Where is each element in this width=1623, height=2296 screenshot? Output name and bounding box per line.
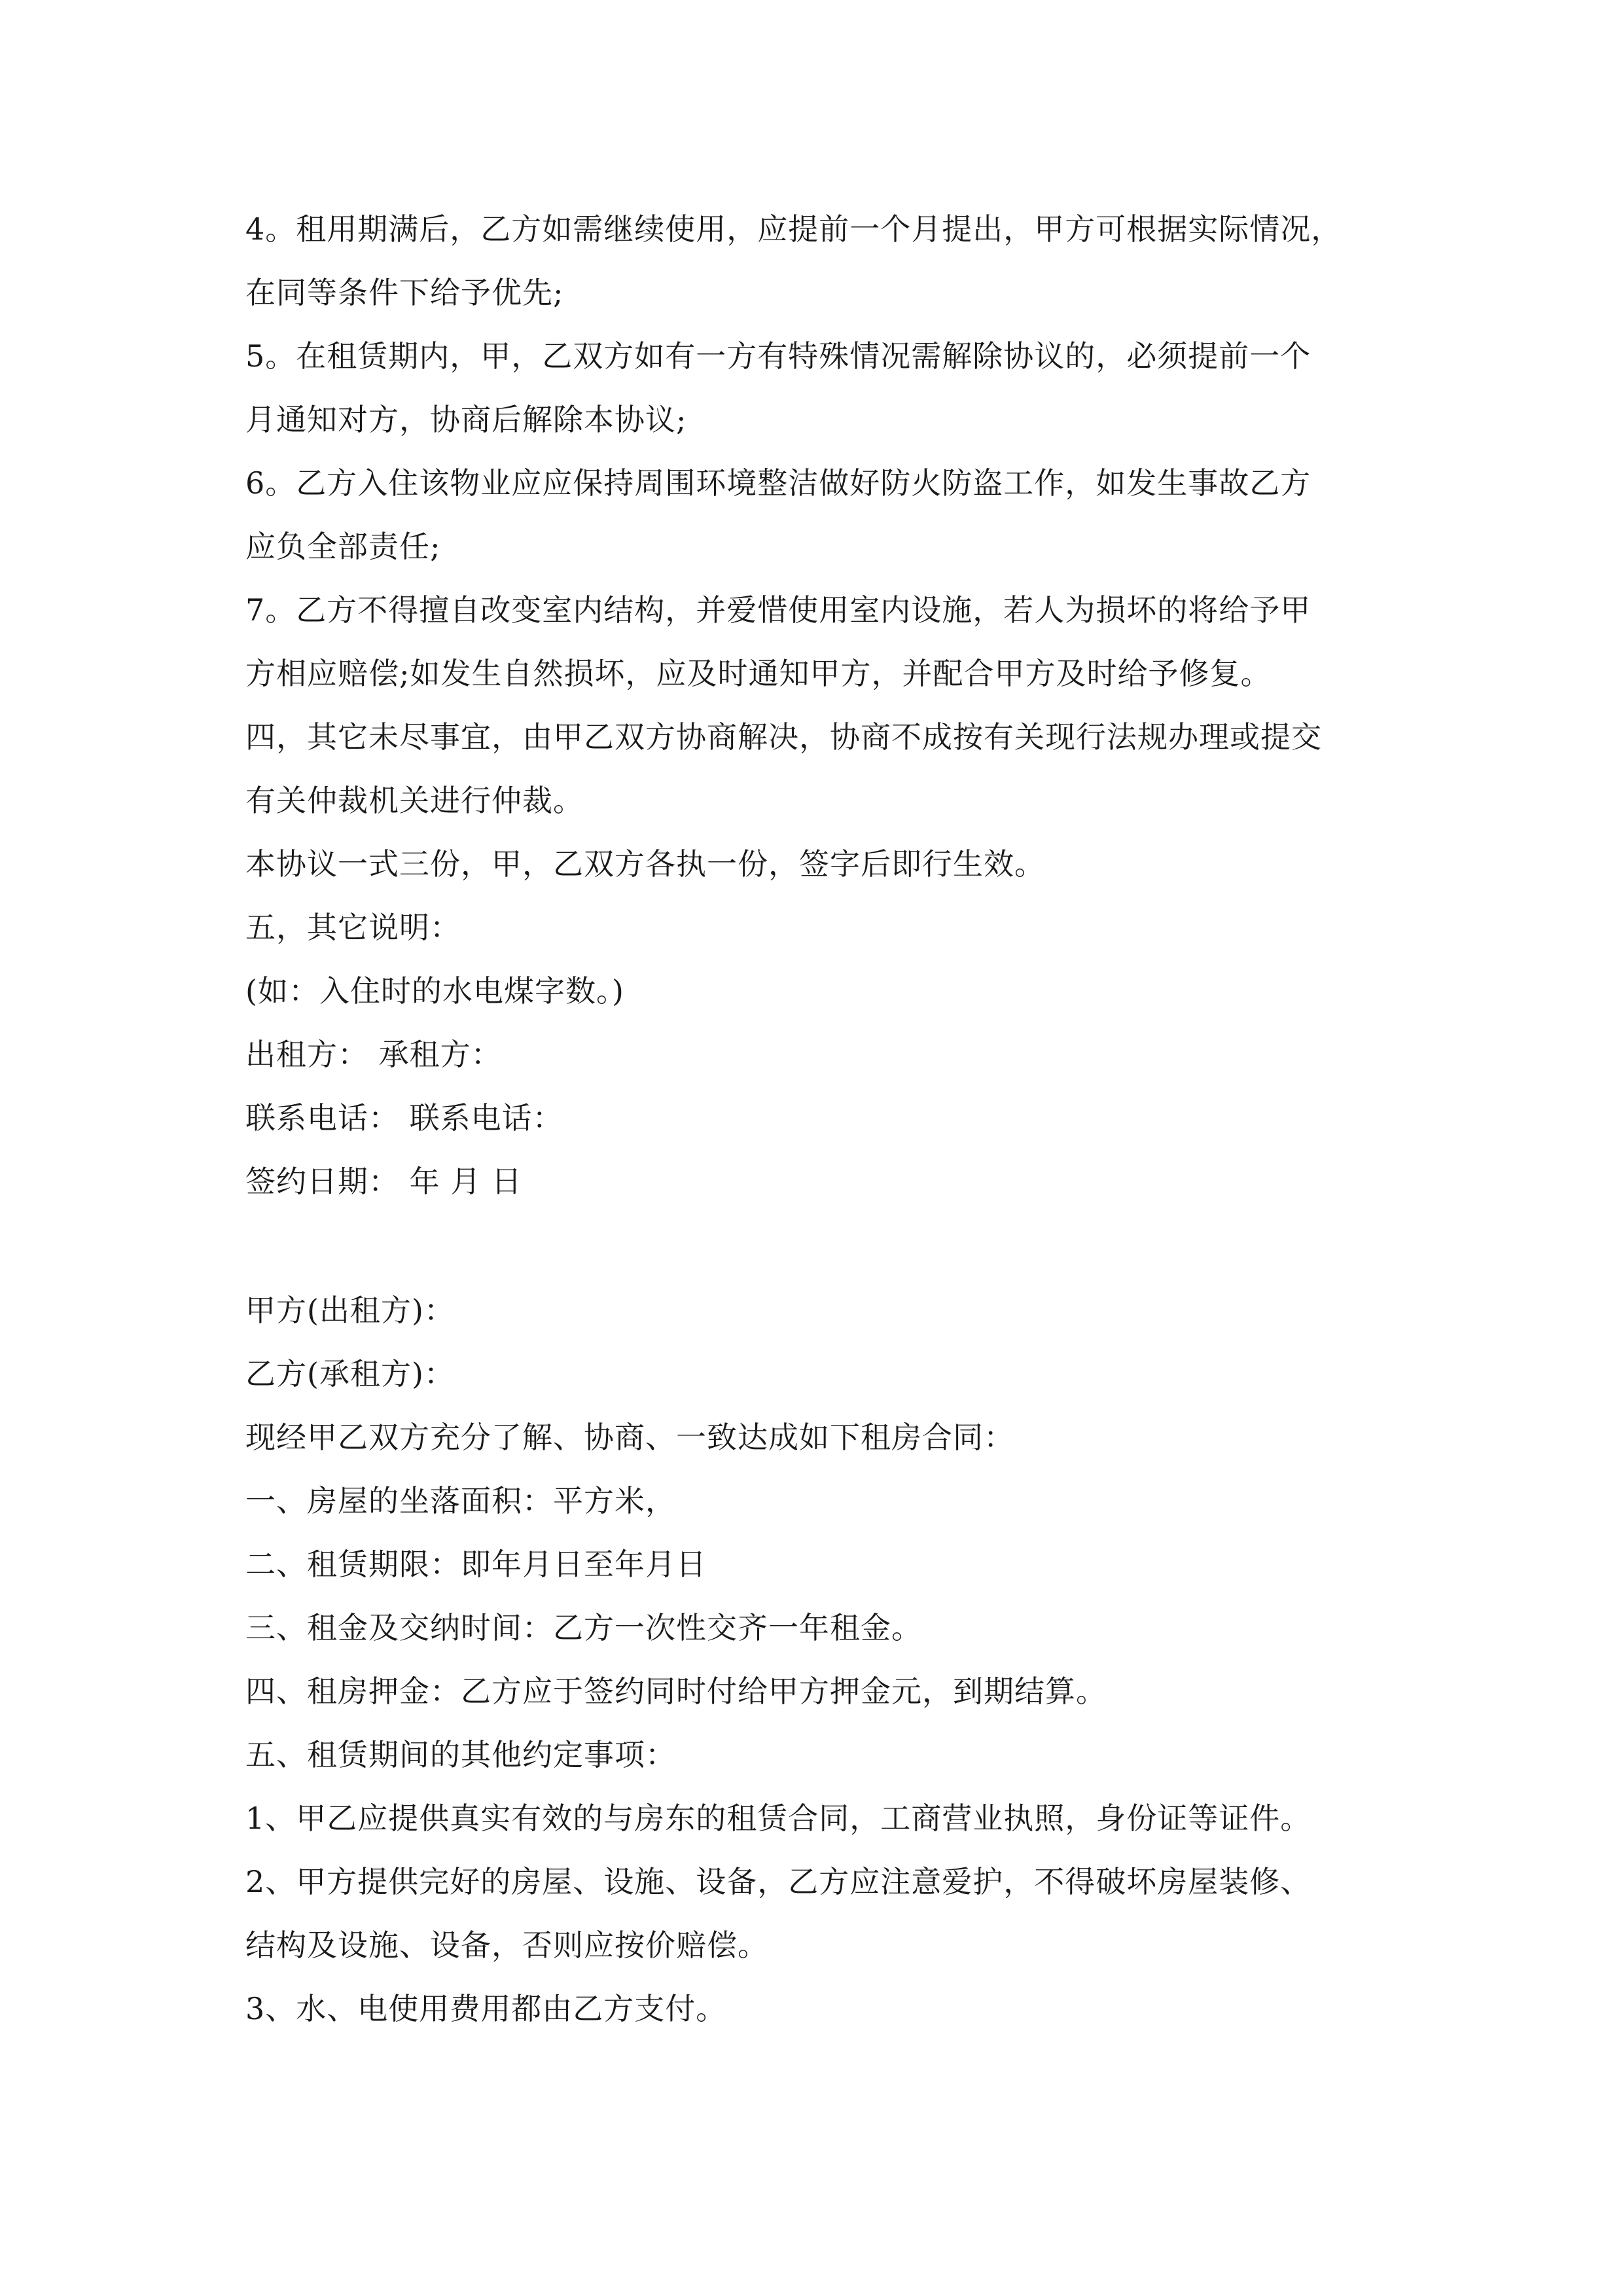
party-b-line: 乙方(承租方)： bbox=[245, 1356, 455, 1391]
section-4-line-2: 有关仲裁机关进行仲裁。 bbox=[245, 783, 584, 818]
clause-6-line-2: 应负全部责任; bbox=[245, 529, 441, 564]
sign-date-line: 签约日期： 年 月 日 bbox=[245, 1164, 522, 1199]
party-a-line: 甲方(出租方)： bbox=[245, 1293, 455, 1328]
item-3-line: 3、水、电使用费用都由乙方支付。 bbox=[245, 1991, 727, 2026]
clause-4-line-1: 4。租用期满后，乙方如需继续使用，应提前一个月提出，甲方可根据实际情况， bbox=[245, 211, 1342, 247]
phone-line: 联系电话： 联系电话： bbox=[245, 1100, 563, 1136]
term-1-area: 一、房屋的坐落面积：平方米， bbox=[245, 1483, 676, 1518]
clause-7-line-1: 7。乙方不得擅自改变室内结构，并爱惜使用室内设施，若人为损坏的将给予甲 bbox=[245, 592, 1311, 628]
item-1-line: 1、甲乙应提供真实有效的与房东的租赁合同，工商营业执照，身份证等证件。 bbox=[245, 1801, 1311, 1836]
clause-5-line-2: 月通知对方，协商后解除本协议; bbox=[245, 402, 687, 437]
clause-7-line-2: 方相应赔偿;如发生自然损坏，应及时通知甲方，并配合甲方及时给予修复。 bbox=[245, 656, 1272, 691]
section-5-heading: 五，其它说明： bbox=[245, 910, 461, 945]
term-4-deposit: 四、租房押金：乙方应于签约同时付给甲方押金元，到期结算。 bbox=[245, 1674, 1107, 1709]
contract-intro: 现经甲乙双方充分了解、协商、一致达成如下租房合同： bbox=[245, 1420, 1014, 1455]
parties-line: 出租方： 承租方： bbox=[245, 1037, 502, 1072]
term-5-heading: 五、租赁期间的其他约定事项： bbox=[245, 1737, 676, 1772]
term-2-period: 二、租赁期限：即年月日至年月日 bbox=[245, 1547, 707, 1582]
clause-6-line-1: 6。乙方入住该物业应应保持周围环境整洁做好防火防盗工作，如发生事故乙方 bbox=[245, 465, 1311, 501]
copies-statement: 本协议一式三份，甲，乙双方各执一份，签字后即行生效。 bbox=[245, 846, 1045, 882]
clause-4-line-2: 在同等条件下给予优先; bbox=[245, 275, 564, 310]
item-2-line-1: 2、甲方提供完好的房屋、设施、设备，乙方应注意爱护，不得破坏房屋装修、 bbox=[245, 1864, 1311, 1899]
section-5-note: (如：入住时的水电煤字数。) bbox=[245, 973, 624, 1009]
term-3-rent: 三、租金及交纳时间：乙方一次性交齐一年租金。 bbox=[245, 1610, 922, 1645]
clause-5-line-1: 5。在租赁期内，甲，乙双方如有一方有特殊情况需解除协议的，必须提前一个 bbox=[245, 338, 1311, 374]
item-2-line-2: 结构及设施、设备，否则应按价赔偿。 bbox=[245, 1928, 768, 1963]
section-4-line-1: 四，其它未尽事宜，由甲乙双方协商解决，协商不成按有关现行法规办理或提交 bbox=[245, 719, 1322, 755]
